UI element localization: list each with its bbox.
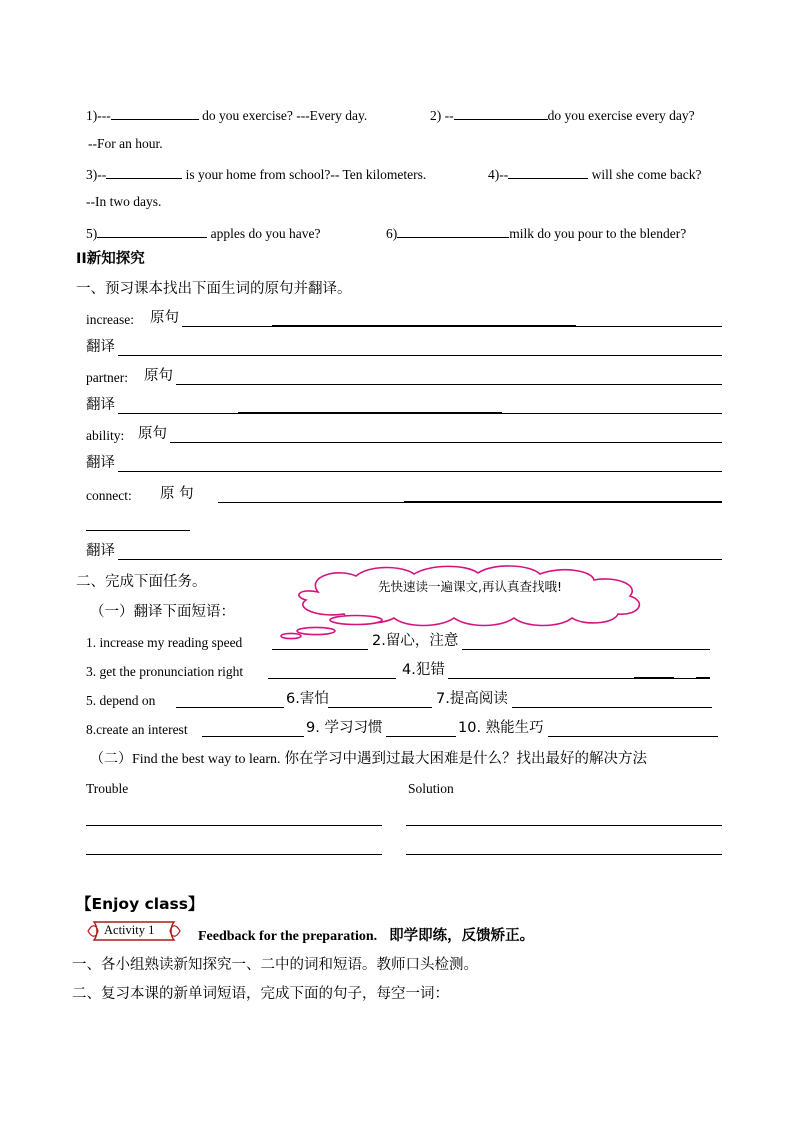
thought-cloud-icon [278, 562, 658, 642]
q2-prefix: 2) -- [430, 108, 454, 123]
translation-line[interactable] [118, 559, 722, 560]
original-sentence-label: 原 句 [160, 486, 194, 502]
line-overlay [404, 501, 722, 502]
part1-title: 一、预习课本找出下面生词的原句并翻译。 [76, 281, 352, 297]
line-overlay [634, 677, 674, 678]
question-6 [386, 225, 686, 241]
phrase-answer-line[interactable] [202, 736, 304, 737]
enjoy-item-2: 二、复习本课的新单词短语，完成下面的句子，每空一词： [72, 986, 449, 1002]
question-2 [430, 107, 695, 123]
answer-blank[interactable] [508, 166, 588, 179]
phrase-2: 2.留心，注意 [372, 633, 459, 649]
activity-label: Activity 1 [104, 923, 155, 937]
answer-blank[interactable] [106, 166, 182, 179]
answer-blank[interactable] [397, 225, 509, 238]
q4-answer: --In two days. [86, 194, 162, 209]
trouble-line[interactable] [86, 825, 382, 826]
q1-text: do you exercise? ---Every day. [202, 108, 368, 123]
original-sentence-label: 原句 [144, 368, 173, 384]
translation-label: 翻译 [86, 397, 115, 413]
phrase-answer-line[interactable] [268, 678, 396, 679]
phrase-1: 1. increase my reading speed [86, 635, 243, 650]
original-sentence-line[interactable] [170, 442, 722, 443]
original-sentence-label: 原句 [150, 310, 179, 326]
question-3 [86, 166, 426, 182]
solution-line[interactable] [406, 825, 722, 826]
q3-prefix: 3)-- [86, 167, 107, 182]
answer-blank[interactable] [454, 107, 548, 120]
feedback-zh: 即学即练，反馈矫正。 [389, 928, 535, 944]
line-overlay [238, 412, 502, 413]
enjoy-class-heading: 【Enjoy class】 [76, 895, 204, 913]
word-ability: ability: [86, 428, 125, 443]
phrase-answer-line[interactable] [386, 736, 456, 737]
answer-blank[interactable] [97, 225, 207, 238]
trouble-label: Trouble [86, 781, 129, 796]
q5-prefix: 5) [86, 226, 98, 241]
original-sentence-line-continued[interactable] [86, 530, 190, 531]
solution-label: Solution [408, 781, 454, 796]
word-connect: connect: [86, 488, 132, 503]
question-5 [86, 225, 320, 241]
answer-blank[interactable] [111, 107, 199, 120]
cloud-hint-text: 先快速读一遍课文,再认真查找哦! [378, 579, 562, 594]
phrase-answer-line[interactable] [448, 678, 710, 679]
phrase-4: 4.犯错 [402, 662, 445, 678]
enjoy-item-1: 一、各小组熟读新知探究一、二中的词和短语。教师口头检测。 [72, 957, 478, 973]
sub2-title-zh: 你在学习中遇到过最大困难是什么？找出最好的解决方法 [284, 751, 648, 767]
q5-text: apples do you have? [210, 226, 321, 241]
sub2-title-en: （二）Find the best way to learn. [90, 752, 281, 767]
original-sentence-label: 原句 [138, 426, 167, 442]
translation-label: 翻译 [86, 339, 115, 355]
phrase-6: 6.害怕 [286, 691, 329, 707]
phrase-8: 8.create an interest [86, 722, 188, 737]
sub2-title [90, 751, 647, 767]
question-1 [86, 107, 367, 123]
q4-text: will she come back? [591, 167, 702, 182]
line-overlay [696, 677, 710, 678]
feedback-line [198, 928, 534, 944]
q3-text: is your home from school?-- Ten kilometers. [185, 167, 427, 182]
phrase-answer-line[interactable] [176, 707, 284, 708]
translation-line[interactable] [118, 413, 722, 414]
feedback-en: Feedback for the preparation. [198, 929, 378, 944]
trouble-line[interactable] [86, 854, 382, 855]
original-sentence-line[interactable] [218, 502, 722, 503]
phrase-3: 3. get the pronunciation right [86, 664, 244, 679]
question-4 [488, 166, 701, 182]
q4-prefix: 4)-- [488, 167, 509, 182]
phrase-answer-line[interactable] [512, 707, 712, 708]
phrase-answer-line[interactable] [272, 649, 368, 650]
q6-text: milk do you pour to the blender? [509, 226, 687, 241]
solution-line[interactable] [406, 854, 722, 855]
phrase-5: 5. depend on [86, 693, 156, 708]
translation-label: 翻译 [86, 455, 115, 471]
translation-line[interactable] [118, 355, 722, 356]
q2-text: do you exercise every day? [547, 108, 695, 123]
sub1-title: （一）翻译下面短语： [90, 604, 235, 620]
phrase-answer-line[interactable] [548, 736, 718, 737]
original-sentence-line[interactable] [176, 384, 722, 385]
part2-title: 二、完成下面任务。 [76, 574, 207, 590]
translation-label: 翻译 [86, 543, 115, 559]
q1-prefix: 1)--- [86, 108, 111, 123]
section-heading: II新知探究 [76, 251, 145, 267]
phrase-10: 10. 熟能生巧 [458, 720, 544, 736]
q6-prefix: 6) [386, 226, 398, 241]
translation-line[interactable] [118, 471, 722, 472]
phrase-9: 9. 学习习惯 [306, 720, 383, 736]
phrase-answer-line[interactable] [462, 649, 710, 650]
phrase-answer-line[interactable] [328, 707, 432, 708]
phrase-7: 7.提高阅读 [436, 691, 508, 707]
word-increase: increase: [86, 312, 134, 327]
line-overlay [272, 325, 576, 326]
original-sentence-line[interactable] [182, 326, 722, 327]
word-partner: partner: [86, 370, 128, 385]
q2-answer: --For an hour. [88, 136, 163, 151]
